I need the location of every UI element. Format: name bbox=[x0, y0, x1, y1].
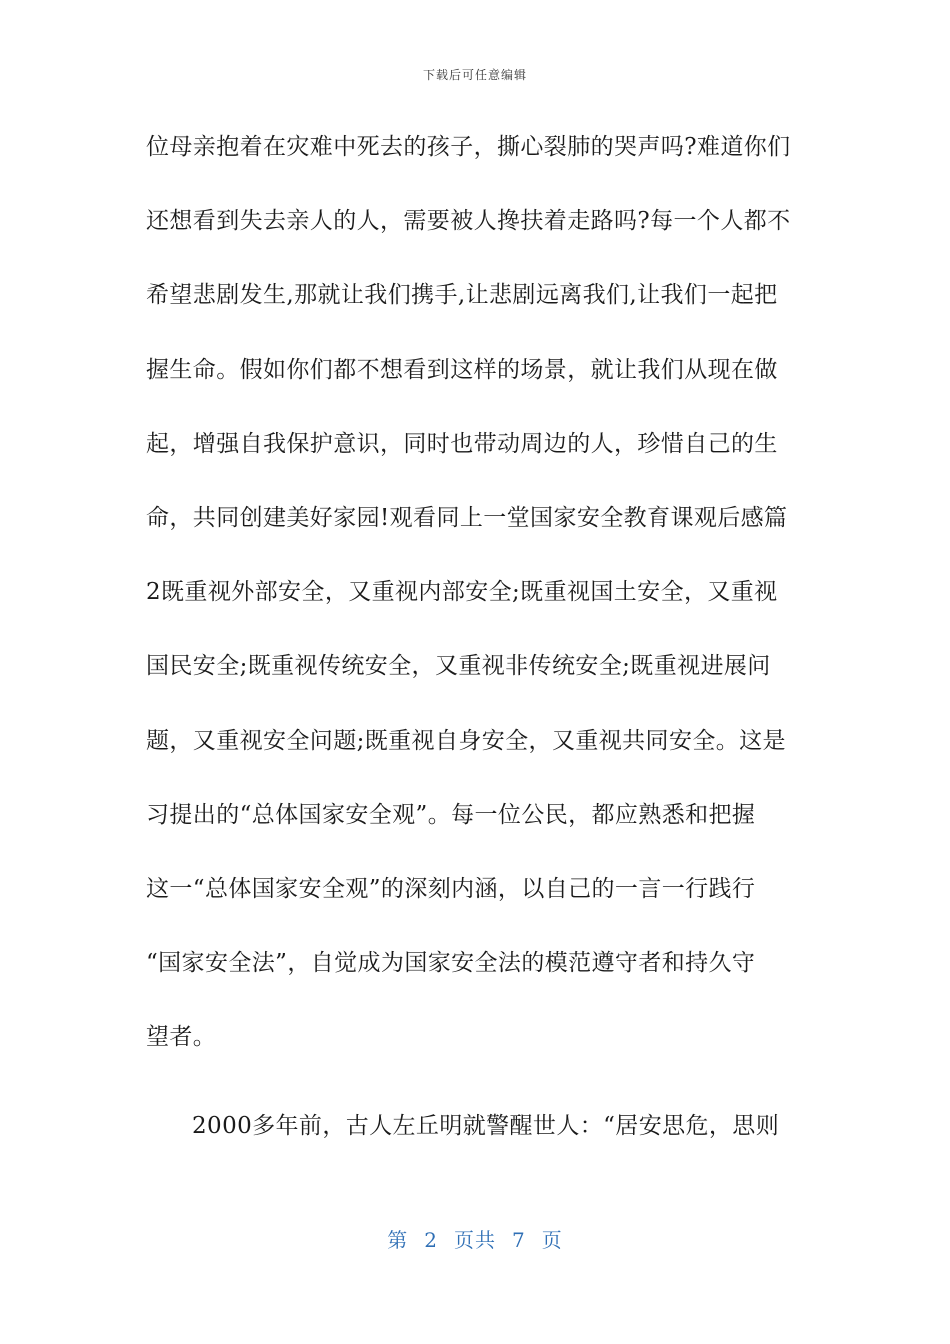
page-header-note: 下载后可任意编辑 bbox=[422, 68, 527, 82]
body-line: 题，又重视安全问题;既重视自身安全，又重视共同安全。这是 bbox=[146, 727, 786, 754]
body-line: 2既重视外部安全，又重视内部安全;既重视国土安全，又重视 bbox=[146, 579, 778, 606]
body-line: 握生命。假如你们都不想看到这样的场景，就让我们从现在做 bbox=[146, 356, 778, 383]
page-footer bbox=[0, 1224, 950, 1253]
document-body bbox=[146, 122, 806, 1175]
body-line: 命，共同创建美好家园!观看同上一堂国家安全教育课观后感篇 bbox=[146, 504, 788, 531]
paragraph-first-line: 2000多年前，古人左丘明就警醒世人：“居安思危，思则 bbox=[192, 1113, 780, 1140]
footer-suffix: 页 bbox=[541, 1228, 563, 1252]
body-line: 位母亲抱着在灾难中死去的孩子，撕心裂肺的哭声吗?难道你们 bbox=[146, 134, 791, 160]
body-line: 希望悲剧发生,那就让我们携手,让悲剧远离我们,让我们一起把 bbox=[146, 282, 778, 309]
body-line: 起，增强自我保护意识，同时也带动周边的人，珍惜自己的生 bbox=[146, 430, 778, 457]
body-line: 这一“总体国家安全观”的深刻内涵，以自己的一言一行践行 bbox=[146, 875, 756, 902]
body-line: 国民安全;既重视传统安全，又重视非传统安全;既重视进展问 bbox=[146, 653, 771, 680]
footer-total-pages: 7 bbox=[512, 1228, 526, 1252]
body-line: 习提出的“总体国家安全观”。每一位公民，都应熟悉和把握 bbox=[146, 801, 756, 828]
footer-middle: 页共 bbox=[454, 1228, 496, 1252]
footer-page-number: 2 bbox=[424, 1228, 438, 1252]
body-line: 望者。 bbox=[146, 1024, 217, 1051]
body-line: “国家安全法”，自觉成为国家安全法的模范遵守者和持久守 bbox=[146, 950, 756, 977]
body-line: 还想看到失去亲人的人，需要被人搀扶着走路吗?每一个人都不 bbox=[146, 208, 791, 235]
footer-prefix: 第 bbox=[387, 1228, 409, 1252]
